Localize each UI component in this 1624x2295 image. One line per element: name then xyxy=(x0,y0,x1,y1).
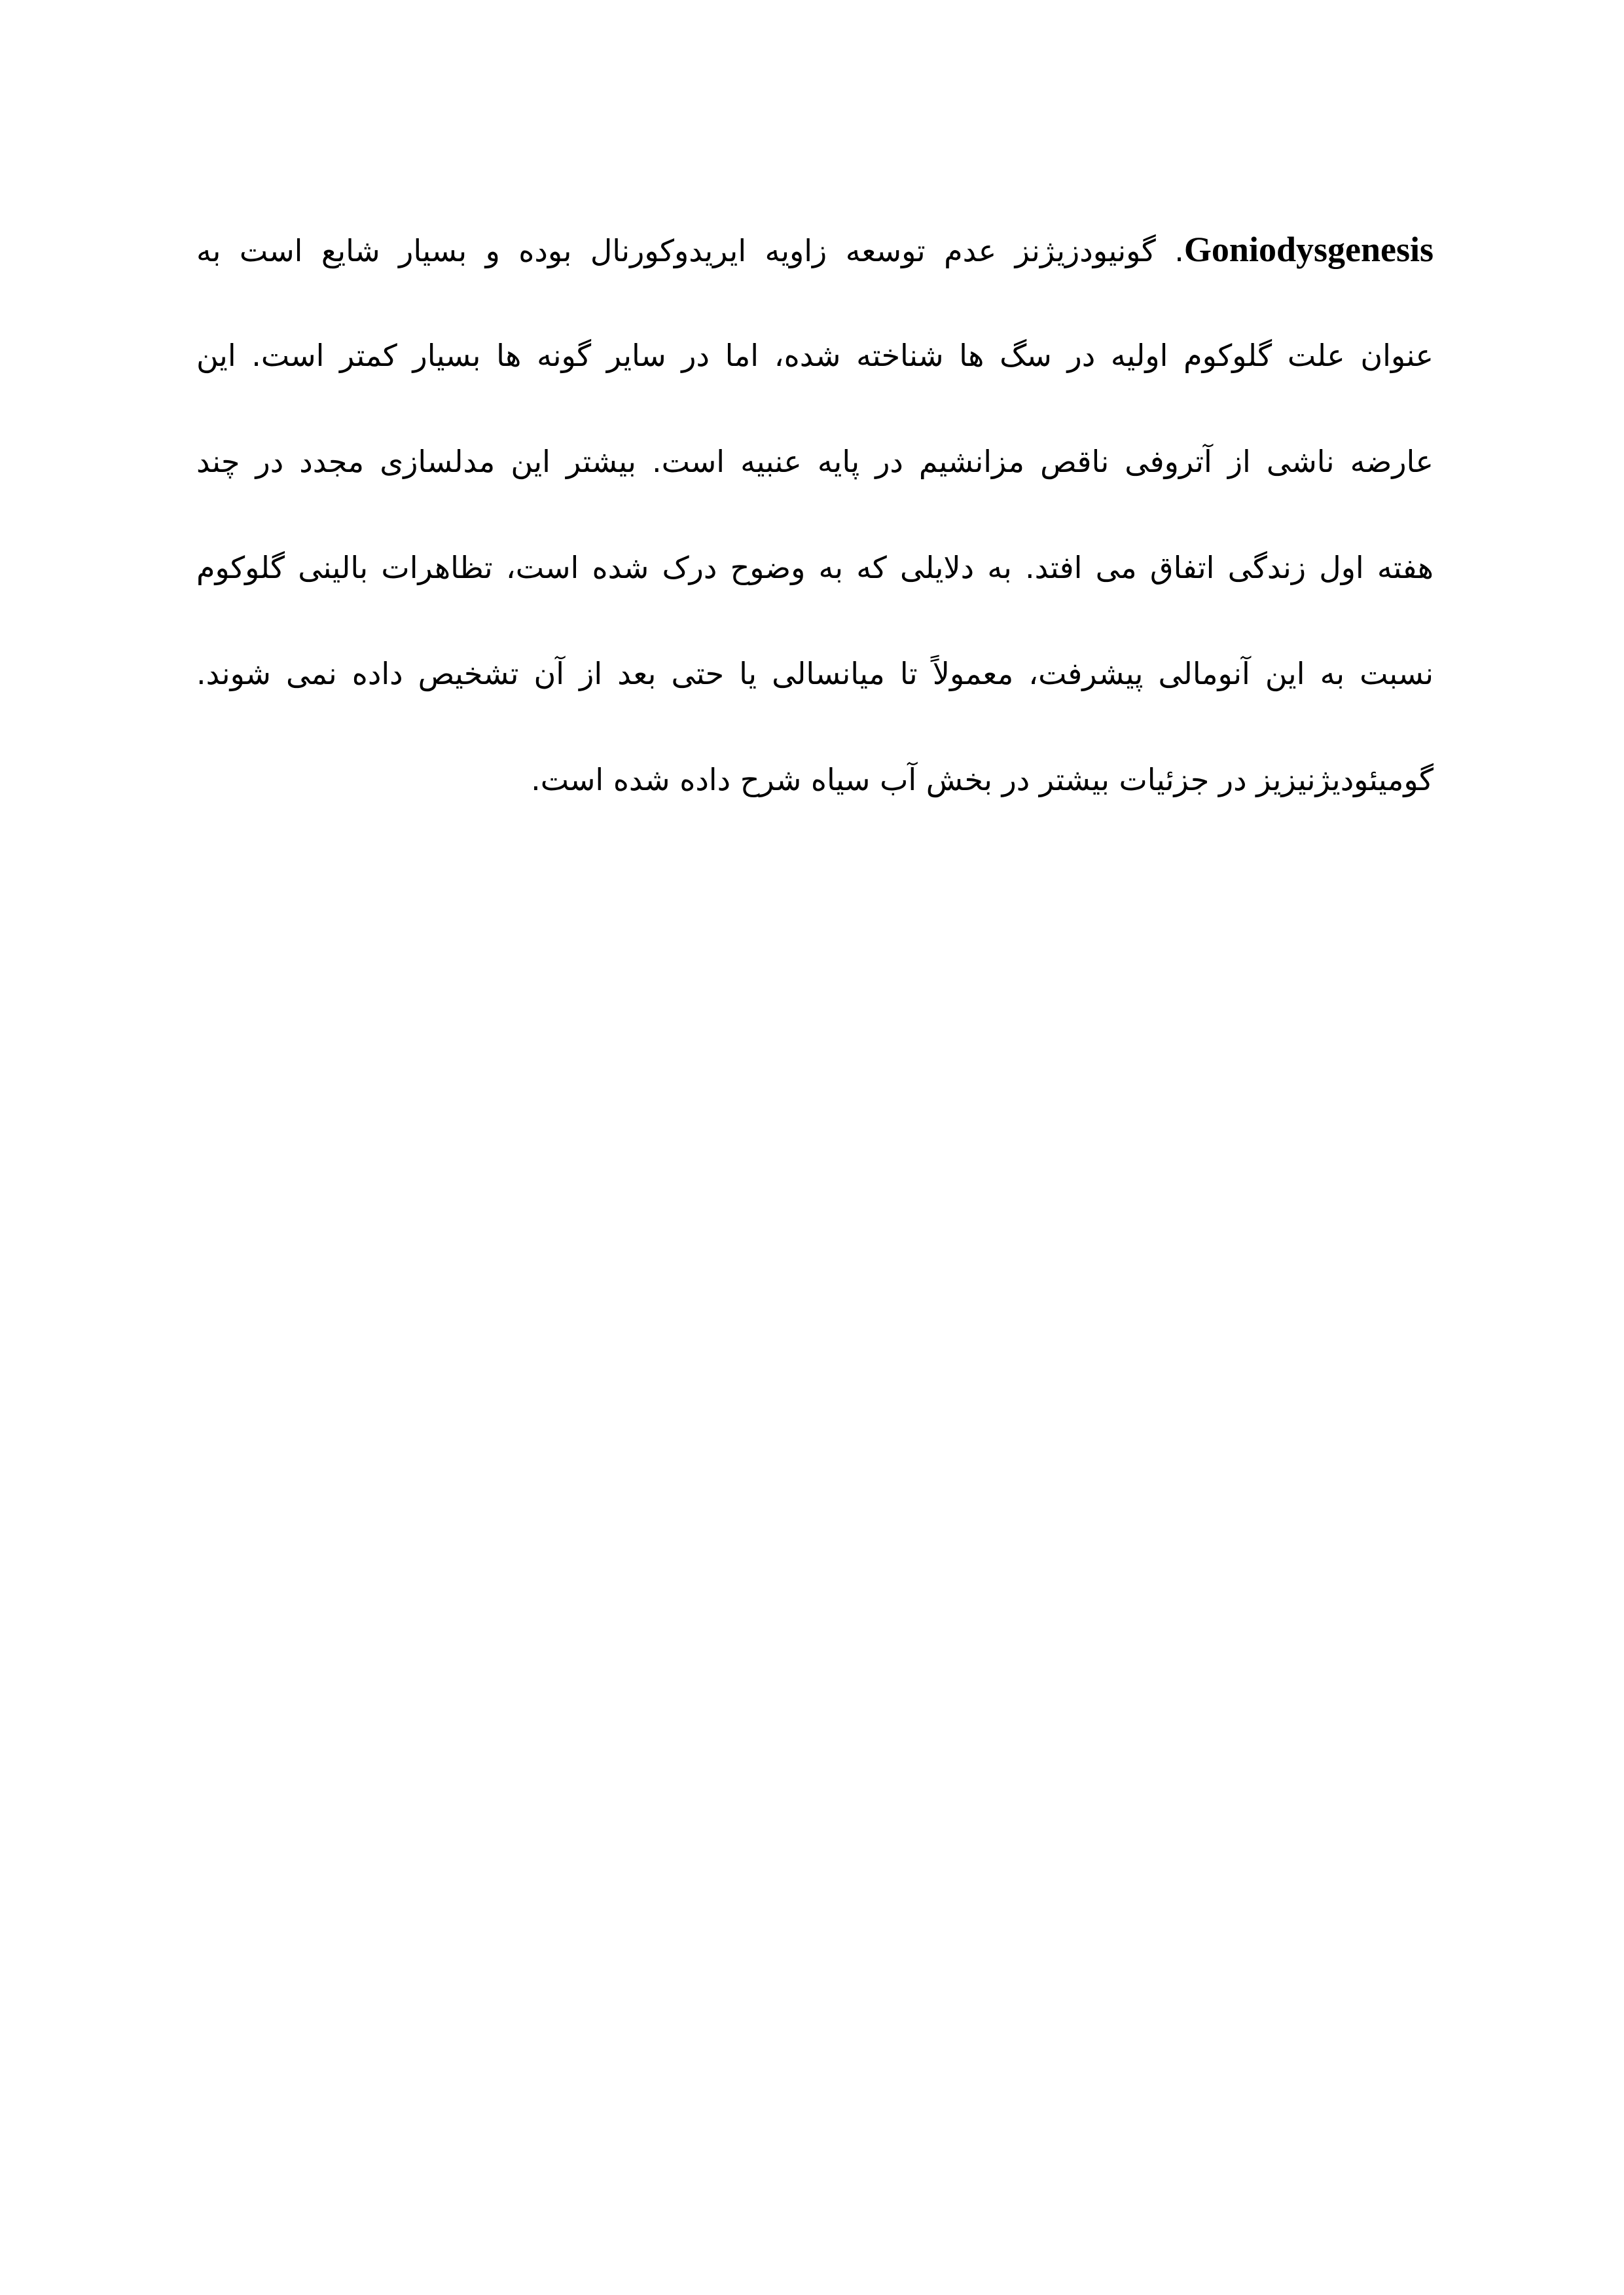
paragraph-line-5: نسبت به این آنومالی پیشرفت، معمولاً تا میانسالی یا حتی بعد از آن تشخیص داده نمی شوند. xyxy=(196,656,1434,691)
paragraph-line-2: عنوان علت گلوکوم اولیه در سگ ها شناخته شده، اما در سایر گونه ها بسیار کمتر است. این xyxy=(196,338,1434,373)
paragraph-line-1 xyxy=(196,196,1434,302)
paragraph-line-6: گومیئودیژنیزیز در جزئیات بیشتر در بخش آب سیاه شرح داده شده است. xyxy=(531,762,1434,797)
paragraph-line-3: عارضه ناشی از آتروفی ناقص مزانشیم در پایه عنبیه است. بیشتر این مدلسازی مجدد در چند xyxy=(196,444,1434,479)
line-1-text: . گونیودزیژنز عدم توسعه زاویه ایریدوکورنال بوده و بسیار شایع است به xyxy=(196,233,1184,268)
paragraph-line-4: هفته اول زندگی اتفاق می افتد. به دلایلی که به وضوح درک شده است، تظاهرات بالینی گلوکوم xyxy=(196,550,1434,585)
body-paragraph xyxy=(196,196,1434,833)
term-goniodysgenesis: Goniodysgenesis xyxy=(1183,230,1434,269)
